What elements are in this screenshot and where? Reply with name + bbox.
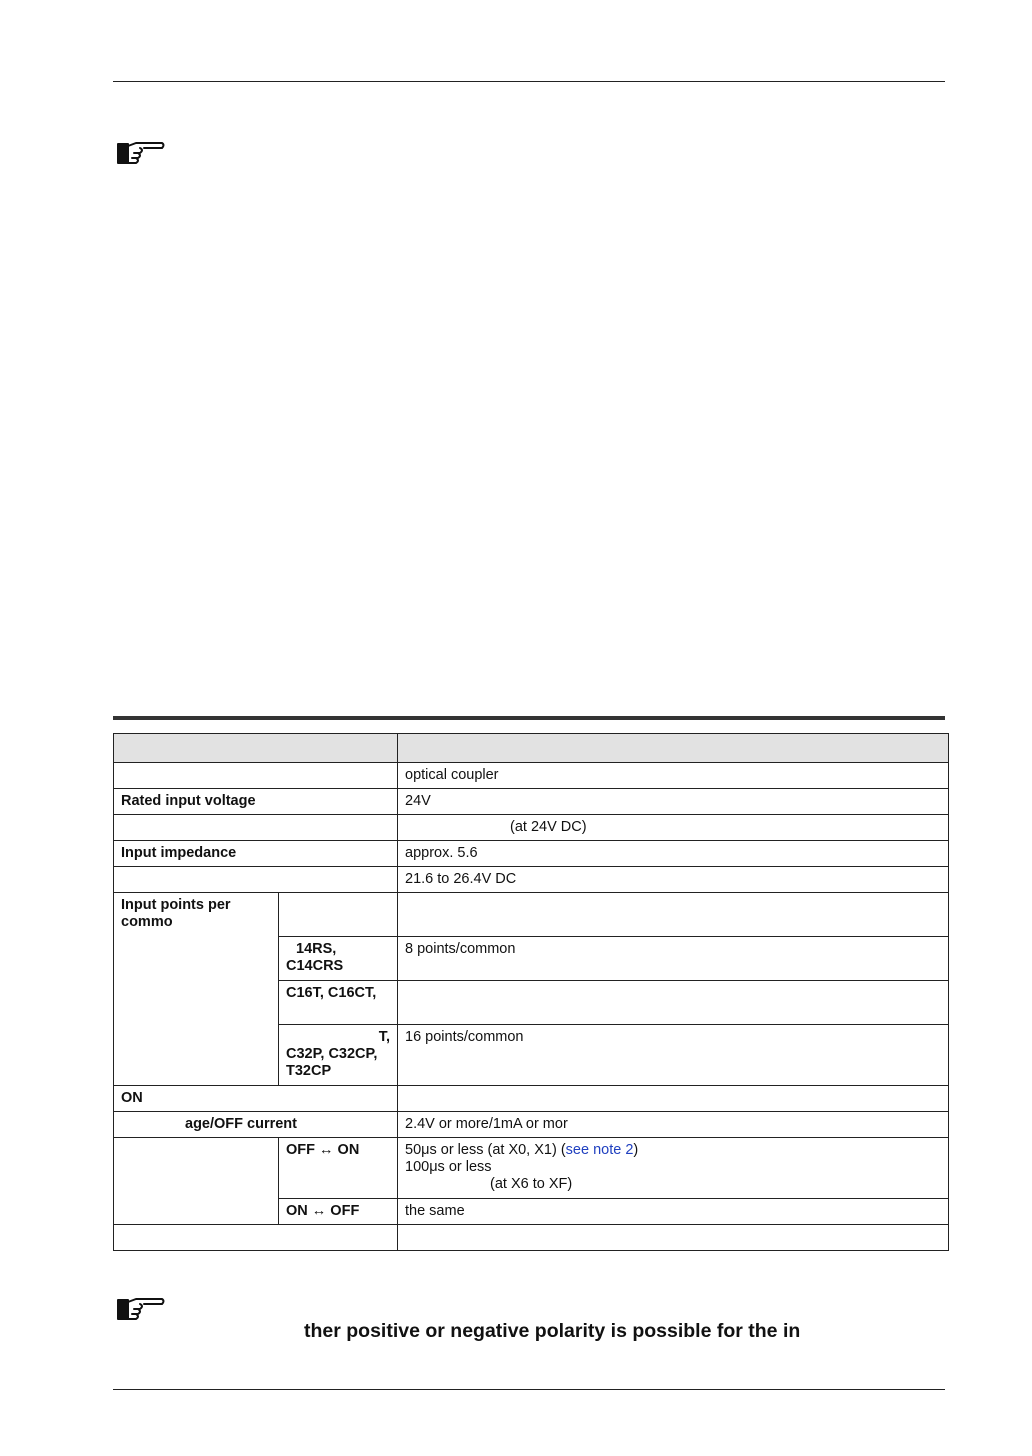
section-divider bbox=[113, 716, 945, 720]
row-value: (at 24V DC) bbox=[398, 815, 949, 841]
row-value: 8 points/common bbox=[398, 937, 949, 981]
points-per-common-label bbox=[114, 893, 279, 1086]
row-value: approx. 5.6 bbox=[398, 841, 949, 867]
row-label: Rated input voltage bbox=[114, 789, 398, 815]
table-row bbox=[114, 867, 949, 893]
row-value: the same bbox=[398, 1199, 949, 1225]
table-row bbox=[114, 1225, 949, 1251]
model-line: C32P, C32CP, bbox=[286, 1046, 378, 1062]
table-row bbox=[114, 815, 949, 841]
see-note-2-link[interactable]: see note 2 bbox=[565, 1142, 634, 1158]
header-item-cell bbox=[114, 734, 398, 763]
row-label bbox=[114, 1225, 398, 1251]
row-label bbox=[114, 763, 398, 789]
on-off-cell: ON ↔ OFF bbox=[279, 1199, 398, 1225]
value-text: 50μs or less (at X0, X1) ( bbox=[405, 1142, 566, 1158]
pointing-hand-icon bbox=[116, 138, 166, 166]
value-line: 100μs or less bbox=[405, 1159, 492, 1175]
row-label: ON bbox=[114, 1086, 398, 1112]
table-row bbox=[114, 789, 949, 815]
row-value: 2.4V or more/1mA or mor bbox=[398, 1112, 949, 1138]
row-label bbox=[114, 867, 398, 893]
row-label: Input impedance bbox=[114, 841, 398, 867]
row-label: age/OFF current bbox=[114, 1112, 398, 1138]
model-cell: C16T, C16CT, bbox=[279, 981, 398, 1025]
table-row bbox=[114, 1138, 949, 1199]
value-text: ) bbox=[633, 1142, 639, 1158]
model-line: 14RS, bbox=[296, 941, 337, 957]
header-description-cell bbox=[398, 734, 949, 763]
table-header-row bbox=[114, 734, 949, 763]
row-value: 21.6 to 26.4V DC bbox=[398, 867, 949, 893]
label-line: Input points per bbox=[121, 897, 231, 913]
model-cell bbox=[279, 937, 398, 981]
table-row bbox=[114, 841, 949, 867]
off-on-value bbox=[398, 1138, 949, 1199]
model-line: C14CRS bbox=[286, 958, 344, 974]
off-on-cell: OFF ↔ ON bbox=[279, 1138, 398, 1199]
table-row bbox=[114, 1086, 949, 1112]
table-row bbox=[114, 893, 949, 937]
value-line: (at X6 to XF) bbox=[490, 1176, 573, 1192]
table-row bbox=[114, 1112, 949, 1138]
model-line: T32CP bbox=[286, 1063, 332, 1079]
row-value: 24V bbox=[398, 789, 949, 815]
model-line: T, bbox=[378, 1029, 390, 1045]
row-value: 16 points/common bbox=[398, 1025, 949, 1086]
row-value bbox=[398, 1225, 949, 1251]
row-value: optical coupler bbox=[398, 763, 949, 789]
note-text: ther positive or negative polarity is possible for the in bbox=[304, 1320, 801, 1342]
model-cell bbox=[279, 1025, 398, 1086]
row-label bbox=[114, 815, 398, 841]
value-line bbox=[405, 1142, 941, 1159]
row-value bbox=[398, 1086, 949, 1112]
pointing-hand-icon bbox=[116, 1294, 166, 1322]
input-specifications-table bbox=[113, 733, 949, 1251]
header-rule bbox=[113, 81, 945, 82]
response-time-label bbox=[114, 1138, 279, 1225]
label-line: commo bbox=[121, 914, 173, 930]
table-row bbox=[114, 763, 949, 789]
footer-rule bbox=[113, 1389, 945, 1390]
model-cell bbox=[279, 893, 398, 937]
row-value bbox=[398, 981, 949, 1025]
row-value bbox=[398, 893, 949, 937]
